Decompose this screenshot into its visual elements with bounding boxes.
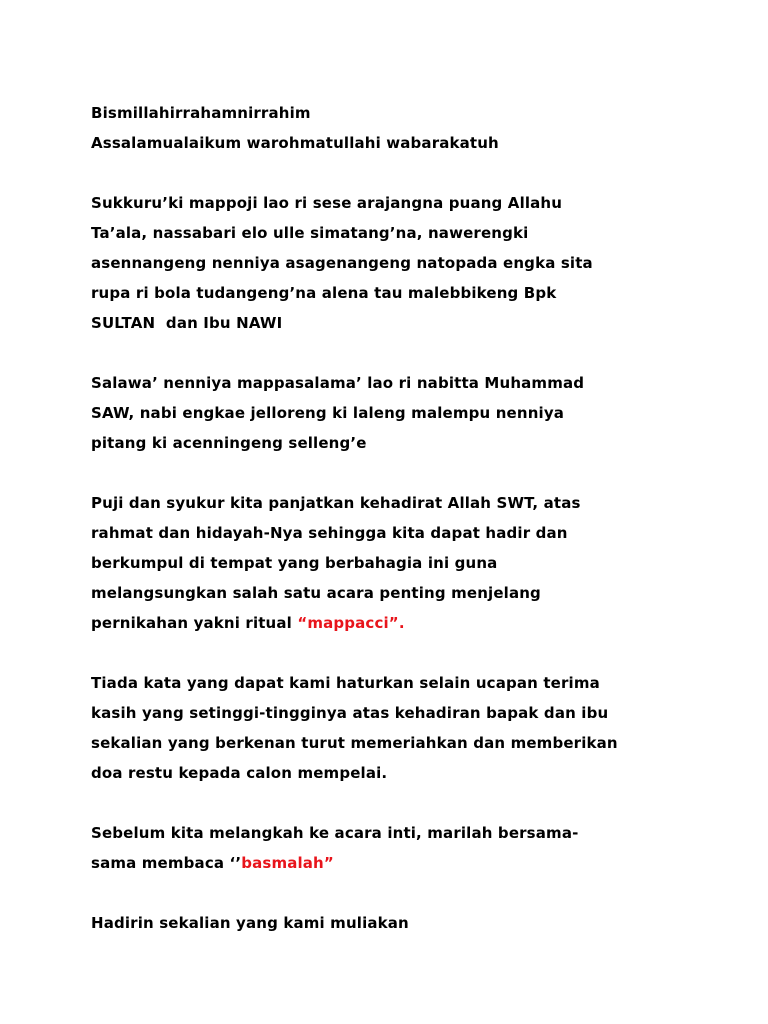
- paragraph-line: Sukkuru’ki mappoji lao ri sese arajangna puang Allahu: [91, 194, 563, 212]
- paragraph-line: Sebelum kita melangkah ke acara inti, marilah bersama-: [91, 824, 579, 842]
- highlight-mappacci: “mappacci”.: [297, 614, 405, 632]
- paragraph-line: doa restu kepada calon mempelai.: [91, 764, 388, 782]
- paragraph-gap: [91, 638, 691, 668]
- paragraph-sukkuru: [91, 188, 691, 338]
- paragraph-line: berkumpul di tempat yang berbahagia ini guna: [91, 554, 498, 572]
- paragraph-line: Puji dan syukur kita panjatkan kehadirat Allah SWT, atas: [91, 494, 581, 512]
- paragraph-line: Ta’ala, nassabari elo ulle simatang’na, nawerengki: [91, 224, 529, 242]
- paragraph-gap: [91, 158, 691, 188]
- paragraph-line: pitang ki acenningeng selleng’e: [91, 434, 367, 452]
- paragraph-sebelum: [91, 818, 691, 878]
- paragraph-line: Tiada kata yang dapat kami haturkan selain ucapan terima: [91, 674, 600, 692]
- paragraph-line: rahmat dan hidayah-Nya sehingga kita dapat hadir dan: [91, 524, 568, 542]
- paragraph-salawa: [91, 368, 691, 458]
- paragraph-line: kasih yang setinggi-tingginya atas kehadiran bapak dan ibu: [91, 704, 609, 722]
- paragraph-gap: [91, 788, 691, 818]
- line-text: pernikahan yakni ritual: [91, 614, 298, 632]
- paragraph-hadirin: [91, 908, 691, 938]
- paragraph-line: sekalian yang berkenan turut memeriahkan dan memberikan: [91, 734, 618, 752]
- paragraph-gap: [91, 338, 691, 368]
- document-page: [91, 98, 691, 938]
- paragraph-tiada: [91, 668, 691, 788]
- paragraph-line: Hadirin sekalian yang kami muliakan: [91, 914, 409, 932]
- greeting-salam: Assalamualaikum warohmatullahi wabarakatuh: [91, 134, 499, 152]
- paragraph-gap: [91, 458, 691, 488]
- paragraph-puji: [91, 488, 691, 638]
- paragraph-line: SULTAN dan Ibu NAWI: [91, 314, 283, 332]
- highlight-basmalah: basmalah”: [241, 854, 334, 872]
- paragraph-line: SAW, nabi engkae jelloreng ki laleng malempu nenniya: [91, 404, 565, 422]
- paragraph-line: Salawa’ nenniya mappasalama’ lao ri nabitta Muhammad: [91, 374, 585, 392]
- line-text: sama membaca ‘’: [91, 854, 242, 872]
- paragraph-line: rupa ri bola tudangeng’na alena tau malebbikeng Bpk: [91, 284, 557, 302]
- paragraph-line: melangsungkan salah satu acara penting menjelang: [91, 584, 541, 602]
- paragraph-line: [91, 608, 691, 638]
- paragraph-gap: [91, 878, 691, 908]
- greeting-bismillah: Bismillahirrahamnirrahim: [91, 104, 311, 122]
- paragraph-line: asennangeng nenniya asagenangeng natopada engka sita: [91, 254, 593, 272]
- paragraph-line: [91, 848, 691, 878]
